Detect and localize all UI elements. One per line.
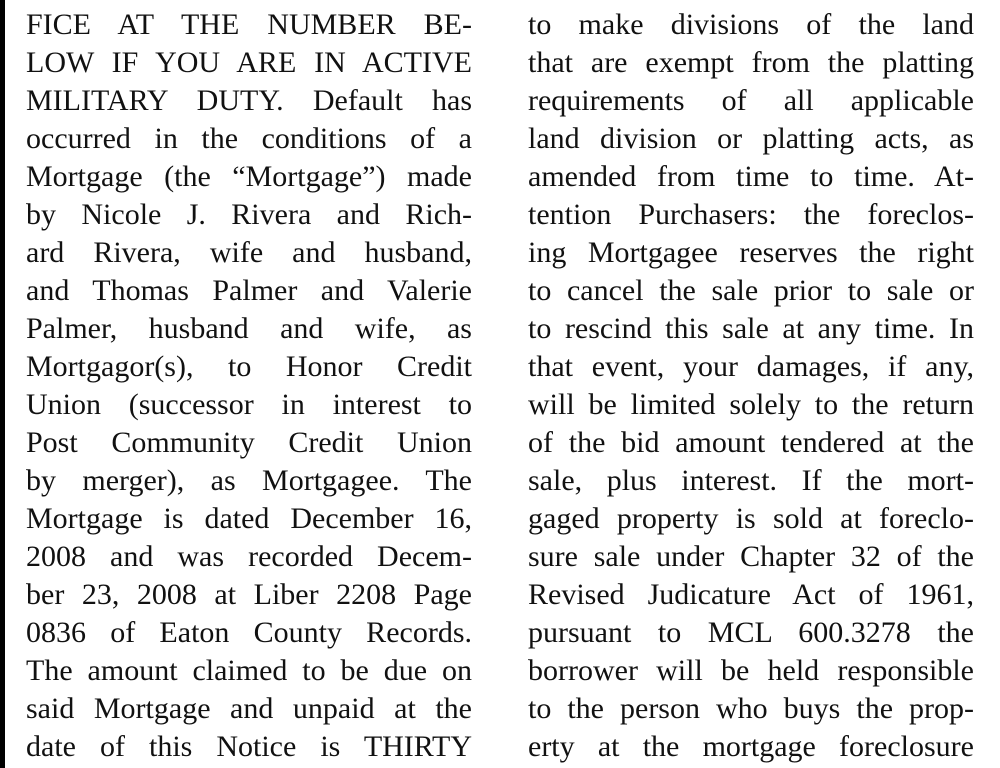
- text-line: The amount claimed to be due on: [26, 654, 472, 687]
- text-line: to cancel the sale prior to sale or: [528, 274, 974, 307]
- text-line: to rescind this sale at any time. In: [528, 312, 974, 345]
- text-line: will be limited solely to the return: [528, 388, 974, 421]
- text-line: said Mortgage and unpaid at the: [26, 692, 472, 725]
- text-line: Revised Judicature Act of 1961,: [528, 578, 974, 611]
- text-line: and Thomas Palmer and Valerie: [26, 274, 472, 307]
- text-line: gaged property is sold at foreclo-: [528, 502, 974, 535]
- text-line: Mortgagor(s), to Honor Credit: [26, 350, 472, 383]
- text-line: Post Community Credit Union: [26, 426, 472, 459]
- text-line: pursuant to MCL 600.3278 the: [528, 616, 974, 649]
- text-line: that event, your damages, if any,: [528, 350, 974, 383]
- text-line: occurred in the conditions of a: [26, 122, 472, 155]
- text-line: of the bid amount tendered at the: [528, 426, 974, 459]
- text-line: date of this Notice is THIRTY: [26, 730, 472, 763]
- text-line: tention Purchasers: the foreclos-: [528, 198, 974, 231]
- text-line: 2008 and was recorded Decem-: [26, 540, 472, 573]
- left-border-rule: [0, 0, 5, 768]
- text-line: by merger), as Mortgagee. The: [26, 464, 472, 497]
- text-line: borrower will be held responsible: [528, 654, 974, 687]
- text-line: ing Mortgagee reserves the right: [528, 236, 974, 269]
- text-line: sure sale under Chapter 32 of the: [528, 540, 974, 573]
- text-line: Mortgage is dated December 16,: [26, 502, 472, 535]
- text-line: land division or platting acts, as: [528, 122, 974, 155]
- text-line: requirements of all applicable: [528, 84, 974, 117]
- text-line: FICE AT THE NUMBER BE-: [26, 8, 472, 41]
- text-line: erty at the mortgage foreclosure: [528, 730, 974, 763]
- text-line: Union (successor in interest to: [26, 388, 472, 421]
- text-line: sale, plus interest. If the mort-: [528, 464, 974, 497]
- text-line: Mortgage (the “Mortgage”) made: [26, 160, 472, 193]
- text-line: that are exempt from the platting: [528, 46, 974, 79]
- text-line: to the person who buys the prop-: [528, 692, 974, 725]
- text-line: to make divisions of the land: [528, 8, 974, 41]
- text-line: 0836 of Eaton County Records.: [26, 616, 472, 649]
- text-line: by Nicole J. Rivera and Rich-: [26, 198, 472, 231]
- text-line: ber 23, 2008 at Liber 2208 Page: [26, 578, 472, 611]
- text-line: ard Rivera, wife and husband,: [26, 236, 472, 269]
- text-line: MILITARY DUTY. Default has: [26, 84, 472, 117]
- text-line: amended from time to time. At-: [528, 160, 974, 193]
- text-line: LOW IF YOU ARE IN ACTIVE: [26, 46, 472, 79]
- text-line: Palmer, husband and wife, as: [26, 312, 472, 345]
